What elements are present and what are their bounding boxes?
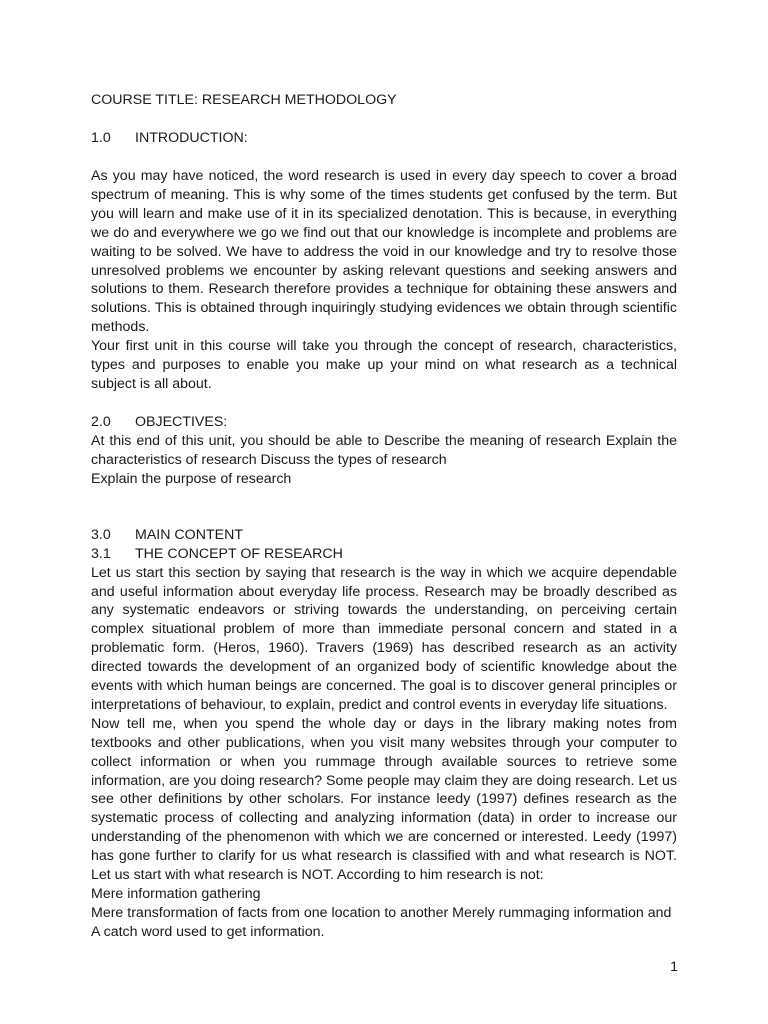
section-title: INTRODUCTION:: [135, 130, 248, 146]
list-item: Mere transformation of facts from one location to another Merely rummaging information and: [91, 904, 672, 921]
objectives-paragraph: At this end of this unit, you should be able to Describe the meaning of research Explain the characteristics of research Discuss the types of research: [91, 432, 677, 468]
list-item: Mere information gathering: [91, 886, 261, 902]
section-title: MAIN CONTENT: [135, 526, 243, 543]
section-heading-objectives: [91, 413, 677, 432]
objectives-line: Explain the purpose of research: [91, 470, 292, 487]
section-number: 1.0: [91, 130, 111, 146]
list-item: A catch word used to get information.: [91, 923, 325, 940]
document-body: [91, 91, 677, 942]
section-number: 3.0: [91, 526, 111, 543]
concept-paragraph-2: Now tell me, when you spend the whole day or days in the library making notes from textbooks and other publications, when you visit many websites through your computer to collect information or when you rummage through available sources to retrieve some information, are you doing research? Some people may claim they are doing research. Let us see other definitions by other scholars. For instance leedy (1997) defines research as the systematic process of collecting and analyzing information (data) in order to increase our understanding of the phenomenon with which we are concerned or interested. Leedy (1997) has gone further to clarify for us what research is classified with and what research is NOT. Let us start with what research is NOT. According to him research is not:: [91, 715, 677, 884]
section-number: 2.0: [91, 413, 111, 430]
section-heading-main-content: [91, 526, 677, 545]
section-title: OBJECTIVES:: [135, 413, 228, 430]
concept-paragraph: Let us start this section by saying that research is the way in which we acquire dependable and useful information about everyday life process. Research may be broadly described as any systematic endeavors or striving towards the understanding, on perceiving certain complex situational problem of more than immediate personal concern and stated in a problematic form. (Heros, 1960). Travers (1969) has described research as an activity directed towards the development of an organized body of scientific knowledge about the events with which human beings are concerned. The goal is to discover general principles or interpretations of behaviour, to explain, predict and control events in everyday life situations.: [91, 564, 677, 713]
section-heading-introduction: [91, 129, 677, 148]
course-title: COURSE TITLE: RESEARCH METHODOLOGY: [91, 92, 397, 108]
introduction-paragraph: As you may have noticed, the word research is used in every day speech to cover a broad spectrum of meaning. This is why some of the times students get confused by the term. But you will learn and make use of it in its specialized denotation. This is because, in everything we do and everywhere we go we find out that our knowledge is incomplete and problems are waiting to be solved. We have to address the void in our knowledge and try to resolve those unresolved problems we encounter by asking relevant questions and seeking answers and solutions to them. Research therefore provides a technique for obtaining these answers and solutions. This is obtained through inquiringly studying evidences we obtain through scientific methods.: [91, 168, 677, 336]
page-number: 1: [670, 959, 678, 975]
section-heading-concept: [91, 545, 677, 564]
section-title: THE CONCEPT OF RESEARCH: [135, 545, 343, 562]
introduction-paragraph-2: Your first unit in this course will take you through the concept of research, characteristics, types and purposes to enable you make up your mind on what research as a technical subject is all about.: [91, 338, 677, 392]
section-number: 3.1: [91, 545, 111, 562]
